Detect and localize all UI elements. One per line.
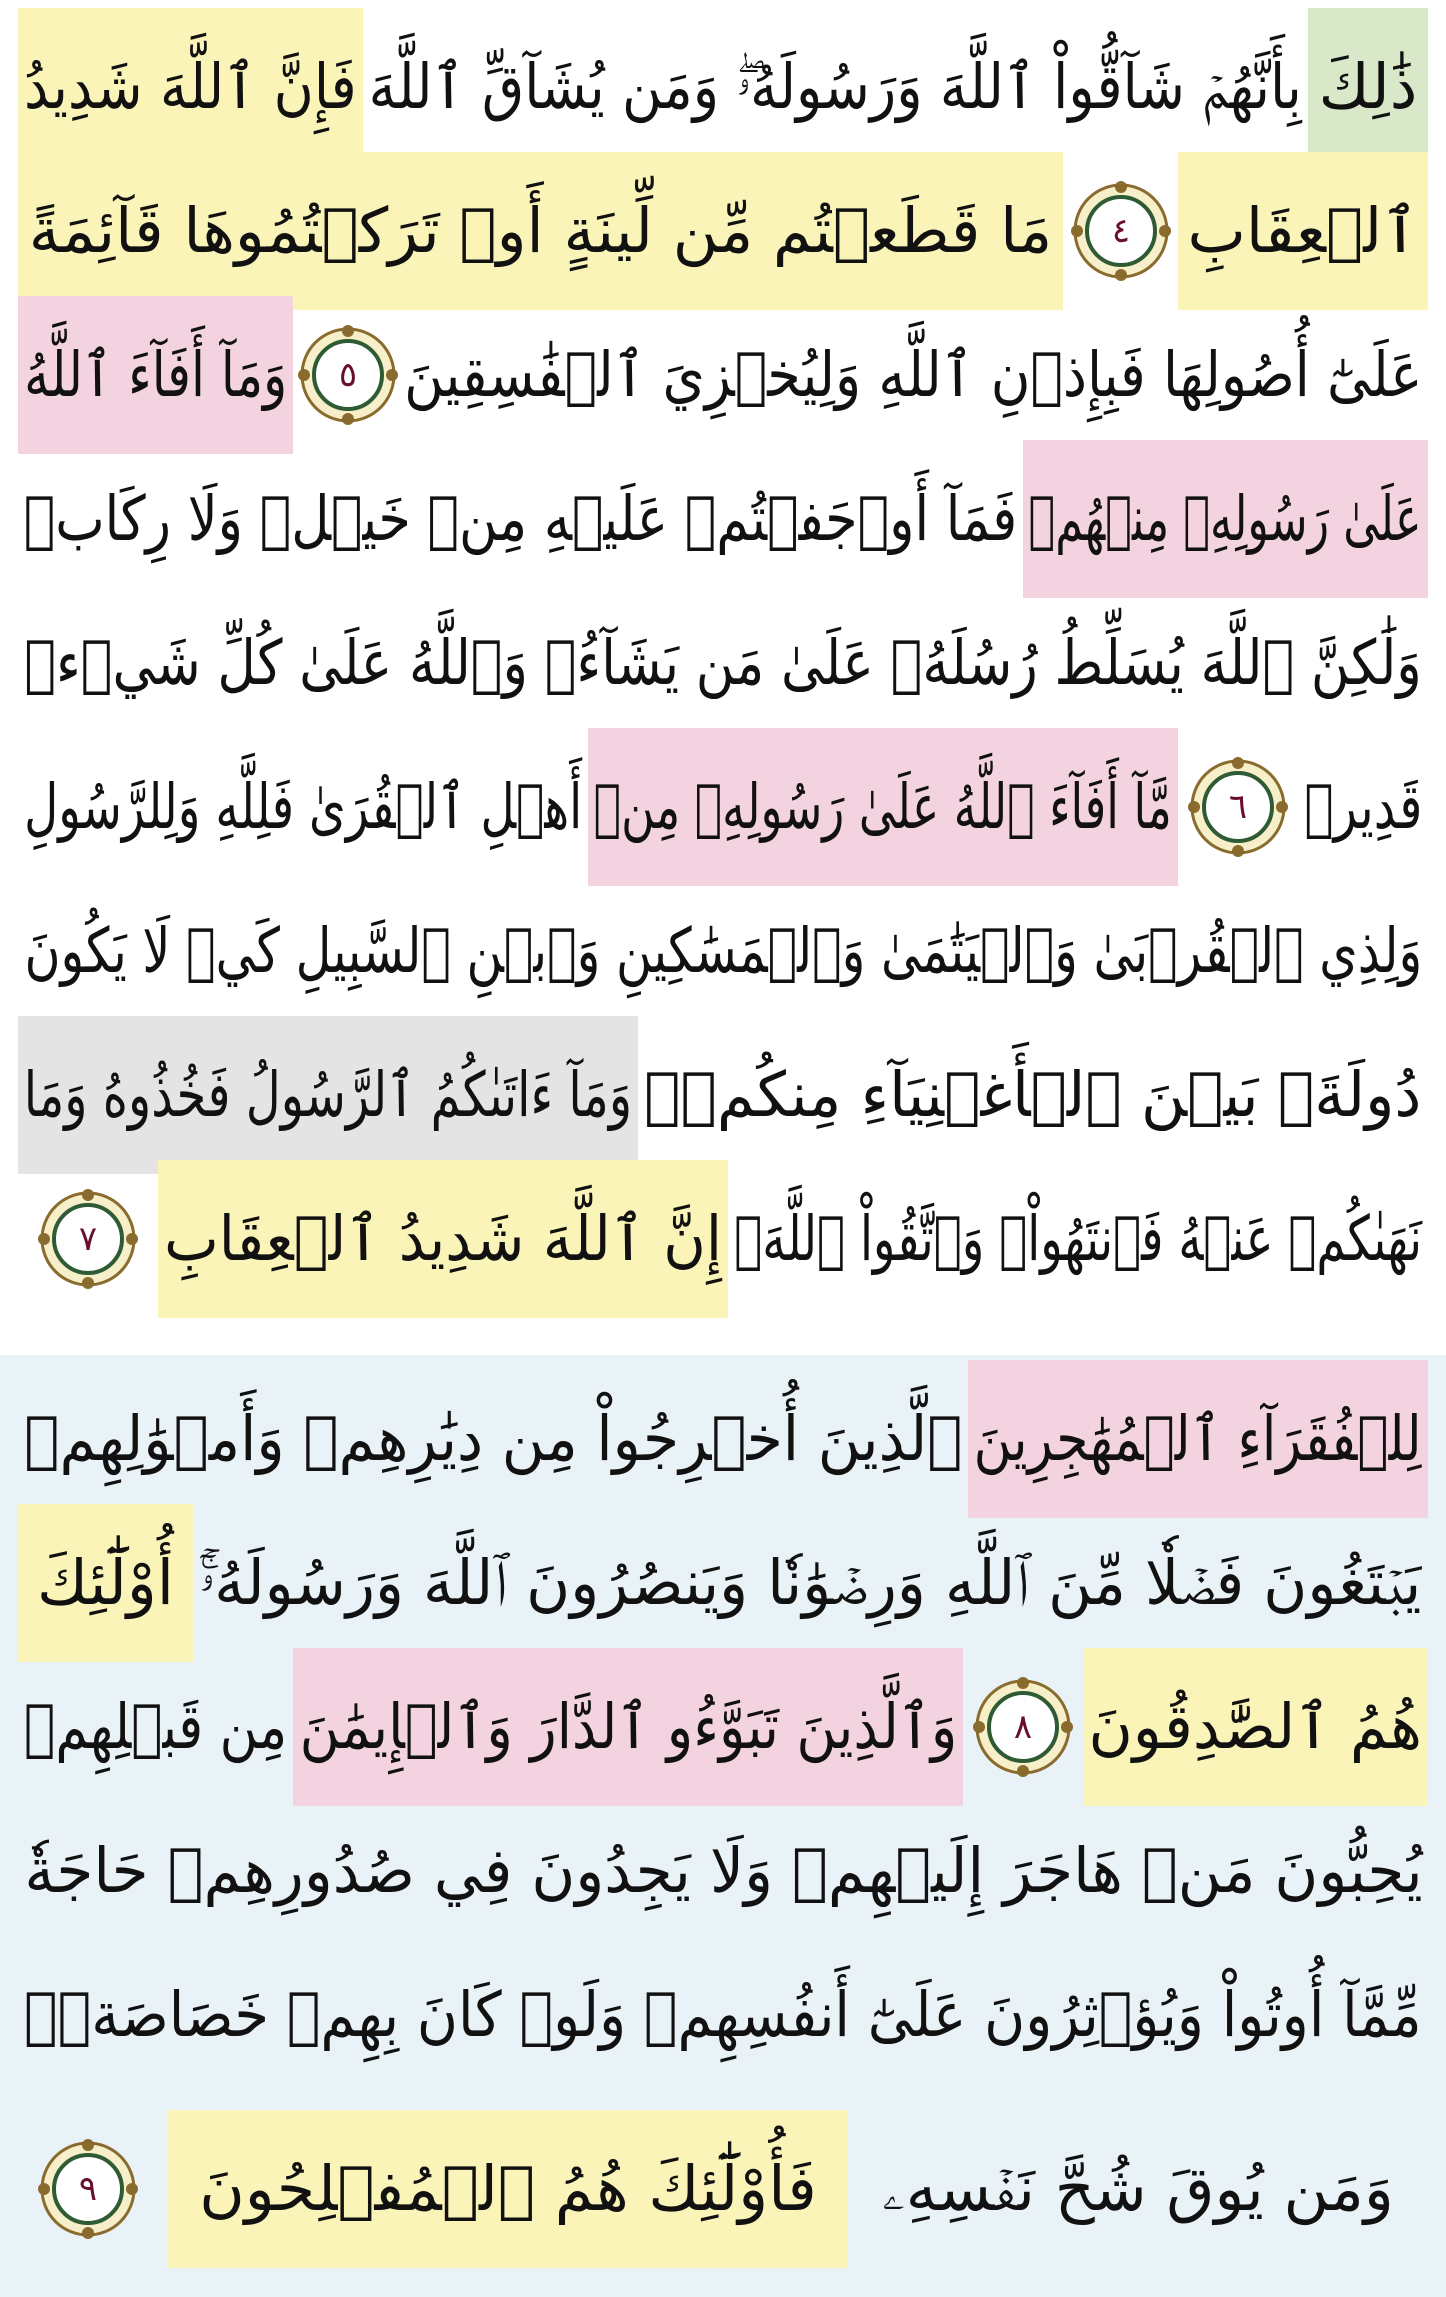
verse-segment [18, 1648, 293, 1806]
verse-text: ٱلۡعِقَابِ [1187, 194, 1419, 267]
ayah-marker-6 [1188, 757, 1288, 857]
quran-line-11 [18, 1504, 1428, 1662]
verse-text: وَٱلَّذِينَ تَبَوَّءُو ٱلدَّارَ وَٱلۡإِيمَٰنَ [299, 1690, 957, 1763]
highlight-pink [968, 1360, 1428, 1518]
verse-segment [728, 1160, 1428, 1318]
verse-segment [18, 728, 588, 886]
verse-text: ذَٰلِكَ [1318, 50, 1418, 123]
verse-text: مَّآ أَفَآءَ ٱللَّهُ عَلَىٰ رَسُولِهِۦ مِنۡ [593, 770, 1173, 843]
verse-text: إِنَّ ٱللَّهَ شَدِيدُ ٱلۡعِقَابِ [164, 1202, 722, 1275]
verse-text: وَلِذِي ٱلۡقُرۡبَىٰ وَٱلۡيَتَٰمَىٰ وَٱلۡمَسَٰكِينِ وَٱبۡنِ ٱلسَّبِيلِ كَيۡ لَا يَكُونَ [24, 914, 1422, 987]
verse-segment [848, 2110, 1428, 2268]
highlight-pink [1023, 440, 1428, 598]
ayah-marker-5 [298, 325, 398, 425]
quran-line-2 [18, 152, 1428, 310]
verse-segment [398, 296, 1428, 454]
ayah-number: ٨ [1013, 1707, 1033, 1747]
quran-line-14 [18, 1936, 1428, 2094]
verse-text: قَدِيرٞ [1304, 770, 1422, 843]
quran-line-9 [18, 1160, 1428, 1318]
ayah-number: ٦ [1228, 787, 1248, 827]
verse-text: عَلَىٰٓ أُصُولِهَا فَبِإِذۡنِ ٱللَّهِ وَلِيُخۡزِيَ ٱلۡفَٰسِقِينَ [403, 338, 1423, 411]
verse-text: فَمَآ أَوۡجَفۡتُمۡ عَلَيۡهِ مِنۡ خَيۡلٖ وَلَا رِكَابٖ [23, 482, 1018, 555]
highlight-green [1308, 8, 1428, 166]
verse-text: وَلَٰكِنَّ ٱللَّهَ يُسَلِّطُ رُسُلَهُۥ عَلَىٰ مَن يَشَآءُۚ وَٱللَّهُ عَلَىٰ كُلِّ شَيۡءٖ [24, 626, 1422, 699]
highlight-gray [18, 1016, 638, 1174]
verse-text: هُمُ ٱلصَّٰدِقُونَ [1088, 1690, 1423, 1763]
verse-text: أَهۡلِ ٱلۡقُرَىٰ فَلِلَّهِ وَلِلرَّسُولِ [23, 770, 583, 843]
verse-text: لِلۡفُقَرَآءِ ٱلۡمُهَٰجِرِينَ [974, 1402, 1422, 1475]
verse-text: فَأُوْلَٰٓئِكَ هُمُ ٱلۡمُفۡلِحُونَ [199, 2152, 817, 2225]
highlight-yellow [18, 8, 363, 166]
highlight-yellow [168, 2110, 848, 2268]
verse-text: بِأَنَّهُمۡ شَآقُّواْ ٱللَّهَ وَرَسُولَهُۥۖ وَمَن يُشَآقِّ ٱللَّهَ [368, 50, 1303, 123]
verse-text: وَمَن يُوقَ شُحَّ نَفۡسِهِۦ [882, 2152, 1394, 2225]
quran-line-8 [18, 1016, 1428, 1174]
verse-segment [18, 440, 1023, 598]
verse-text: مَا قَطَعۡتُم مِّن لِّينَةٍ أَوۡ تَرَكۡتُمُوهَا قَآئِمَةً [28, 194, 1053, 267]
highlight-yellow [158, 1160, 728, 1318]
ayah-number: ٩ [78, 2169, 98, 2209]
quran-line-3 [18, 296, 1428, 454]
highlight-pink [588, 728, 1178, 886]
quran-line-15 [18, 2110, 1428, 2268]
verse-text: وَمَآ أَفَآءَ ٱللَّهُ [23, 338, 288, 411]
verse-text: وَمَآ ءَاتَىٰكُمُ ٱلرَّسُولُ فَخُذُوهُ وَمَا [23, 1058, 633, 1131]
verse-segment [1298, 728, 1428, 886]
verse-text: أُوْلَٰٓئِكَ [36, 1546, 175, 1619]
verse-text: يُحِبُّونَ مَنۡ هَاجَرَ إِلَيۡهِمۡ وَلَا يَجِدُونَ فِي صُدُورِهِمۡ حَاجَةٗ [23, 1834, 1423, 1907]
highlight-yellow [18, 1504, 193, 1662]
verse-text: فَإِنَّ ٱللَّهَ شَدِيدُ [24, 50, 357, 123]
highlight-yellow [1083, 1648, 1428, 1806]
verse-segment [363, 8, 1308, 166]
ayah-number: ٥ [338, 355, 358, 395]
quran-line-1 [18, 8, 1428, 166]
quran-line-5 [18, 584, 1428, 742]
verse-segment [18, 1792, 1428, 1950]
quran-line-7 [18, 872, 1428, 1030]
highlight-pink [18, 296, 293, 454]
verse-segment [18, 584, 1428, 742]
verse-segment [638, 1016, 1428, 1174]
ayah-number: ٧ [78, 1219, 98, 1259]
quran-line-12 [18, 1648, 1428, 1806]
quran-line-10 [18, 1360, 1428, 1518]
ayah-marker-4 [1071, 181, 1171, 281]
verse-segment [18, 872, 1428, 1030]
quran-line-6 [18, 728, 1428, 886]
verse-text: عَلَىٰ رَسُولِهِۦ مِنۡهُمۡ [1029, 482, 1422, 555]
verse-text: يَبۡتَغُونَ فَضۡلٗا مِّنَ ٱللَّهِ وَرِضۡوَٰنٗا وَيَنصُرُونَ ٱللَّهَ وَرَسُولَهُۥٓۚ [199, 1546, 1422, 1619]
quran-line-13 [18, 1792, 1428, 1950]
quran-line-4 [18, 440, 1428, 598]
verse-text: ٱلَّذِينَ أُخۡرِجُواْ مِن دِيَٰرِهِمۡ وَأَمۡوَٰلِهِمۡ [23, 1402, 963, 1475]
highlight-yellow [18, 152, 1063, 310]
verse-segment [18, 1936, 1428, 2094]
verse-segment [193, 1504, 1428, 1662]
ayah-marker-7 [38, 1189, 138, 1289]
ayah-marker-9 [38, 2139, 138, 2239]
verse-text: مِن قَبۡلِهِمۡ [23, 1690, 288, 1763]
highlight-pink [293, 1648, 963, 1806]
verse-text: دُولَةَۢ بَيۡنَ ٱلۡأَغۡنِيَآءِ مِنكُمۡۚ [644, 1058, 1422, 1131]
verse-text: مِّمَّآ أُوتُواْ وَيُؤۡثِرُونَ عَلَىٰٓ أَنفُسِهِمۡ وَلَوۡ كَانَ بِهِمۡ خَصَاصَةٞۚ [24, 1978, 1422, 2051]
verse-segment [18, 1360, 968, 1518]
verse-text: نَهَىٰكُمۡ عَنۡهُ فَٱنتَهُواْۚ وَٱتَّقُواْ ٱللَّهَۖ [734, 1202, 1422, 1275]
highlight-yellow [1178, 152, 1428, 310]
ayah-marker-8 [973, 1677, 1073, 1777]
ayah-number: ٤ [1111, 211, 1131, 251]
